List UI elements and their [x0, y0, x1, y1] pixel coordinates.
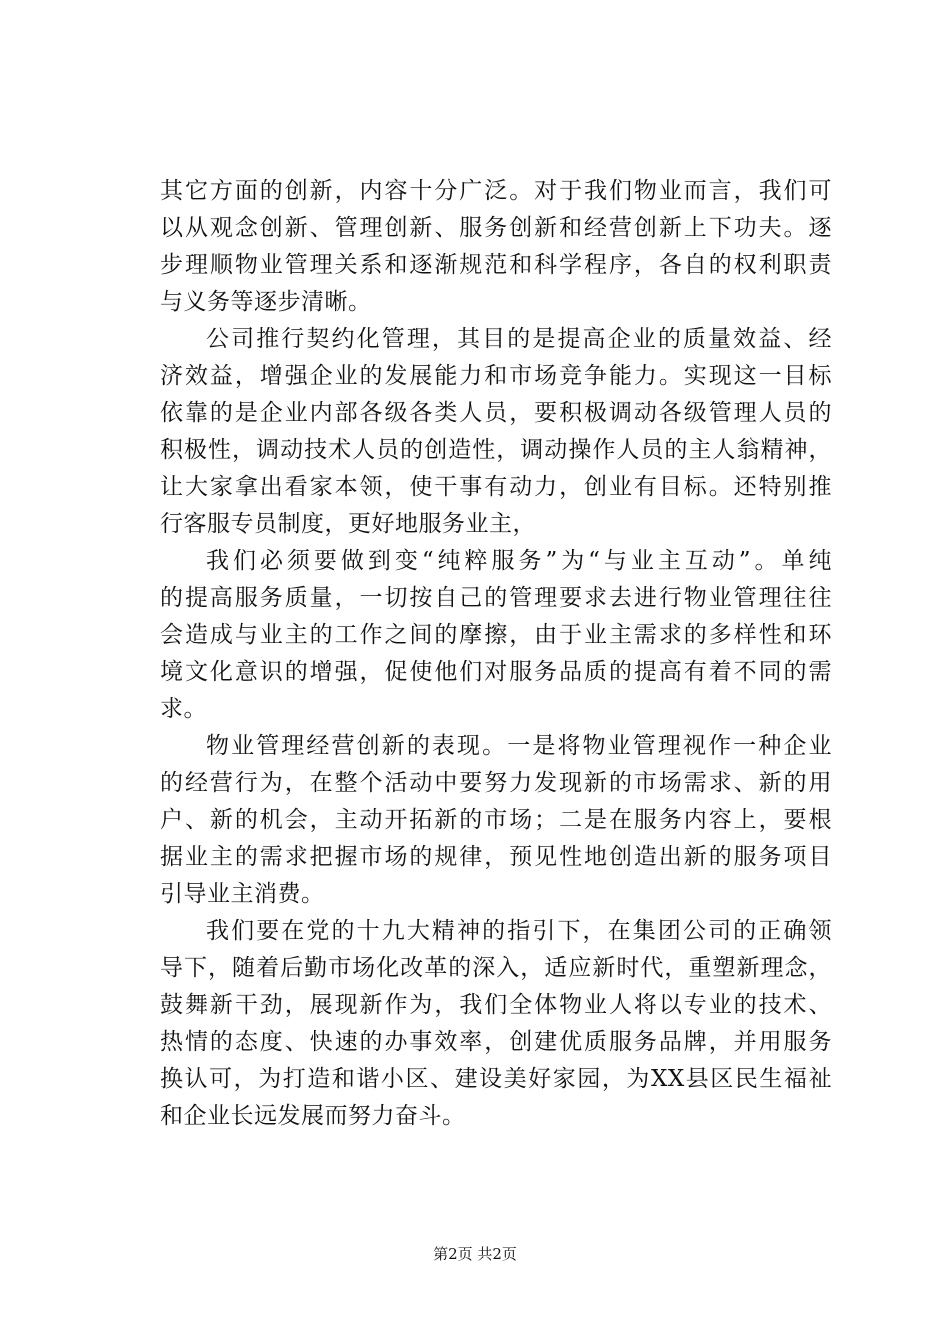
paragraph-first-line: 公司推行契约化管理，其目的是提高企业的质量效益、经: [206, 326, 832, 352]
text-line: 行客服专员制度，更好地服务业主，: [160, 511, 536, 537]
text-line: 鼓舞新干劲，展现新作为，我们全体物业人将以专业的技术、: [160, 992, 832, 1018]
text-line: 步理顺物业管理关系和逐渐规范和科学程序，各自的权利职责: [160, 252, 832, 278]
body-text: [160, 173, 832, 1135]
text-line: 的提高服务质量，一切按自己的管理要求去进行物业管理往往: [160, 585, 832, 611]
text-line: 引导业主消费。: [160, 881, 325, 907]
text-line: 依靠的是企业内部各级各类人员，要积极调动各级管理人员的: [160, 400, 832, 426]
text-line: 以从观念创新、管理创新、服务创新和经营创新上下功夫。逐: [160, 215, 832, 241]
text-line: 让大家拿出看家本领，使干事有动力，创业有目标。还特别推: [160, 474, 832, 500]
page-number-footer: 第2页 共2页: [433, 1245, 517, 1263]
text-line: 求。: [160, 696, 207, 722]
text-line: 热情的态度、快速的办事效率，创建优质服务品牌，并用服务: [160, 1029, 832, 1055]
paragraph-first-line: 我们要在党的十九大精神的指引下，在集团公司的正确领: [206, 918, 832, 944]
paragraph-first-line: 我们必须要做到变“纯粹服务”为“与业主互动”。单纯: [206, 548, 832, 574]
text-line: 境文化意识的增强，促使他们对服务品质的提高有着不同的需: [160, 659, 832, 685]
text-line: 其它方面的创新，内容十分广泛。对于我们物业而言，我们可: [160, 178, 832, 204]
text-line: 济效益，增强企业的发展能力和市场竞争能力。实现这一目标: [160, 363, 832, 389]
text-line: 积极性，调动技术人员的创造性，调动操作人员的主人翁精神，: [160, 437, 832, 463]
text-line: 户、新的机会，主动开拓新的市场；二是在服务内容上，要根: [160, 807, 832, 833]
text-line: 与义务等逐步清晰。: [160, 289, 372, 315]
text-line: 导下，随着后勤市场化改革的深入，适应新时代，重塑新理念，: [160, 955, 832, 981]
text-line: 会造成与业主的工作之间的摩擦，由于业主需求的多样性和环: [160, 622, 832, 648]
text-line: 的经营行为，在整个活动中要努力发现新的市场需求、新的用: [160, 770, 832, 796]
paragraph-first-line: 物业管理经营创新的表现。一是将物业管理视作一种企业: [206, 733, 832, 759]
text-line: 和企业长远发展而努力奋斗。: [160, 1103, 466, 1129]
text-line: 换认可，为打造和谐小区、建设美好家园，为XX县区民生福祉: [160, 1066, 832, 1092]
text-line: 据业主的需求把握市场的规律，预见性地创造出新的服务项目: [160, 844, 832, 870]
